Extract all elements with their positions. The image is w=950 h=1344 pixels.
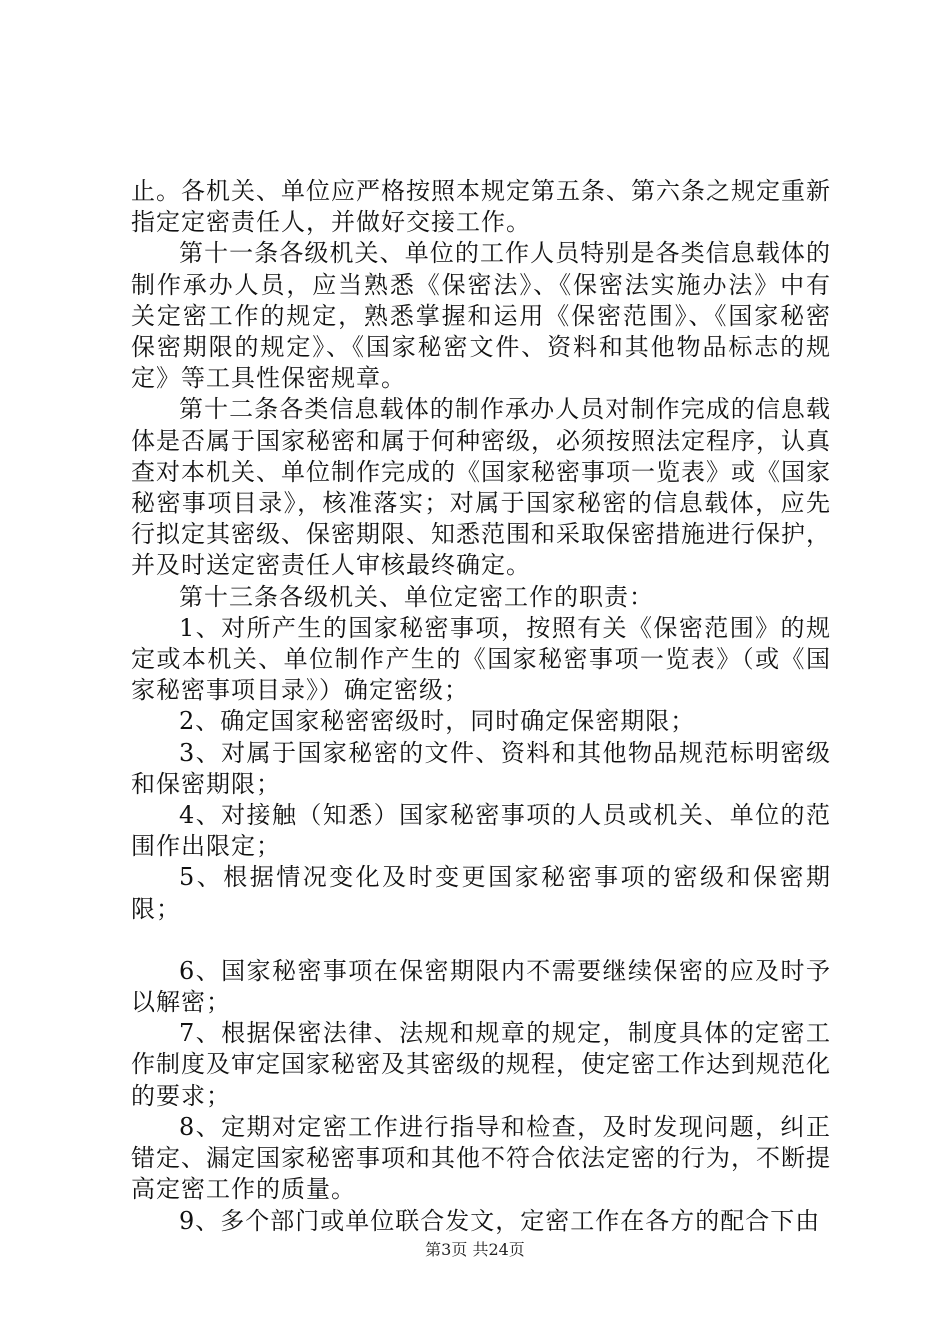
list-item-duty-8: 8、定期对定密工作进行指导和检查，及时发现问题，纠正错定、漏定国家秘密事项和其他不符合依法定密的行为，不断提高定密工作的质量。	[131, 1112, 831, 1204]
blank-line	[131, 925, 831, 956]
list-item-duty-6: 6、国家秘密事项在保密期限内不需要继续保密的应及时予以解密；	[131, 956, 831, 1017]
list-item-duty-3: 3、对属于国家秘密的文件、资料和其他物品规范标明密级和保密期限；	[131, 738, 831, 798]
list-item-duty-5: 5、根据情况变化及时变更国家秘密事项的密级和保密期限；	[131, 863, 831, 923]
list-item-duty-4: 4、对接触（知悉）国家秘密事项的人员或机关、单位的范围作出限定；	[131, 801, 831, 861]
list-item-duty-9: 9、多个部门或单位联合发文，定密工作在各方的配合下由	[179, 1206, 821, 1235]
list-item-duty-7: 7、根据保密法律、法规和规章的规定，制度具体的定密工作制度及审定国家秘密及其密级的规程，使定密工作达到规范化的要求；	[131, 1019, 831, 1110]
list-item-duty-1: 1、对所产生的国家秘密事项，按照有关《保密范围》的规定或本机关、单位制作产生的《国家秘密事项一览表》（或《国家秘密事项目录》）确定密级；	[131, 613, 831, 705]
paragraph-article-11: 第十一条各级机关、单位的工作人员特别是各类信息载体的制作承办人员，应当熟悉《保密法》、《保密法实施办法》中有关定密工作的规定，熟悉掌握和运用《保密范围》、《国家秘密保密期限的规定》、《国家秘密文件、资料和其他物品标志的规定》等工具性保密规章。	[131, 239, 831, 393]
page-footer: 第3页 共24页	[425, 1240, 525, 1259]
paragraph-article-12: 第十二条各类信息载体的制作承办人员对制作完成的信息载体是否属于国家秘密和属于何种密级，必须按照法定程序，认真查对本机关、单位制作完成的《国家秘密事项一览表》或《国家秘密事项目录》，核准落实；对属于国家秘密的信息载体，应先行拟定其密级、保密期限、知悉范围和采取保密措施进行保护，并及时送定密责任人审核最终确定。	[131, 395, 831, 580]
paragraph-continuation: 止。各机关、单位应严格按照本规定第五条、第六条之规定重新指定定密责任人，并做好交接工作。	[131, 177, 831, 237]
list-item-duty-2: 2、确定国家秘密密级时，同时确定保密期限；	[179, 707, 696, 736]
document-body	[131, 176, 831, 1237]
paragraph-article-13: 第十三条各级机关、单位定密工作的职责：	[179, 582, 654, 611]
